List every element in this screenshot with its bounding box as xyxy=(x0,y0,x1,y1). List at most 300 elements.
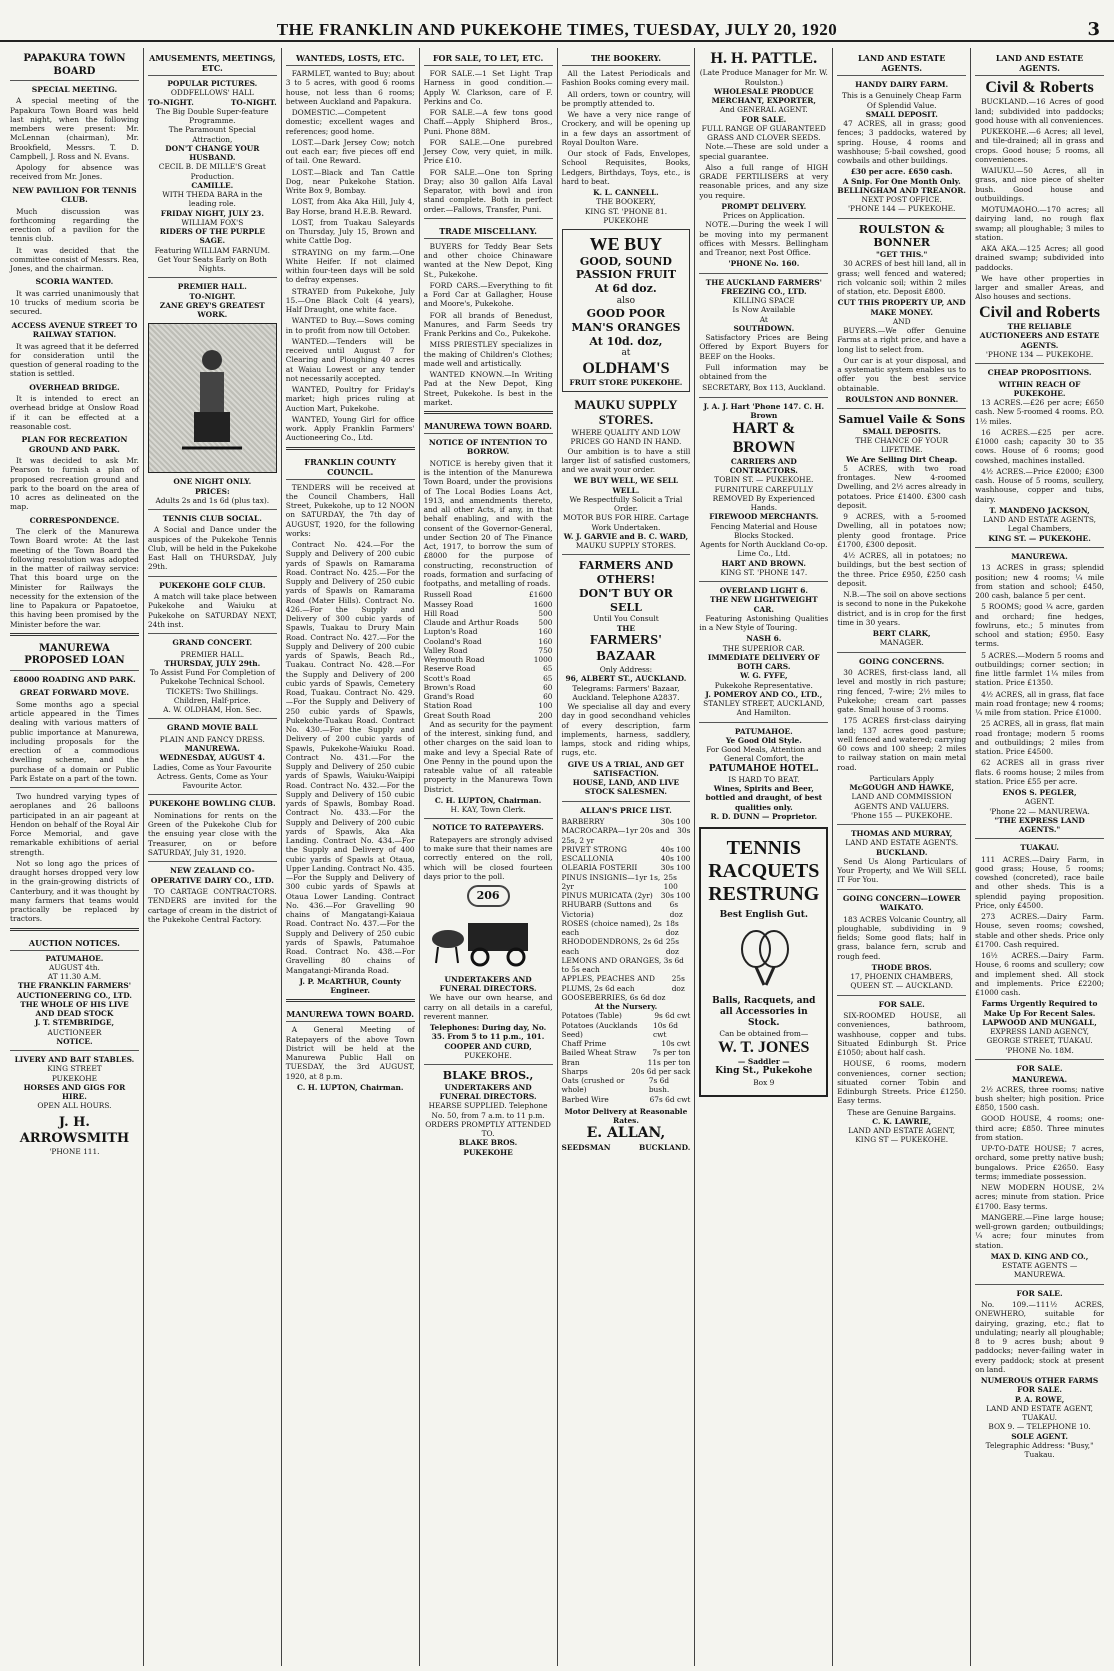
paragraph: No. 109.—111½ ACRES, ONEWHERO, suitable for dairying, grazing, etc.; flat to undulating; nearly all ploughable; 8 to 9 acres bush; about 9 paddocks; never-failing water in every paddock; stock at present on land. xyxy=(975,1300,1104,1374)
paragraph: Some months ago a special article appeared in the Times dealing with various matters of public importance at Manurewa, including proposals for the erection of a commodious dwelling scheme, and the purchase of a domain or Public Park Estate on a part of the town. xyxy=(10,699,139,783)
ad-line: KING ST. — PUKEKOHE. xyxy=(988,533,1091,543)
classified-ad: WANTED.—Tenders will be received until August 7 for Clearing and Ploughing 40 acres at Waiau Lowest or any tender not necessarily accepted. xyxy=(285,336,415,383)
advertiser-name: HART & BROWN xyxy=(732,420,796,456)
ad-headline: PATUMAHOE. xyxy=(734,726,793,736)
price-row-value: 40s 100 xyxy=(660,844,691,854)
price-row-value: 25s 100 xyxy=(663,872,678,891)
ad-store: FARMERS' BAZAAR xyxy=(589,632,662,665)
price-row-label: RHUBARB (Suttons and Victoria) xyxy=(561,900,652,919)
advertiser-line: MAUKU SUPPLY STORES. xyxy=(575,541,676,551)
ad-line: Until You Consult xyxy=(593,614,659,624)
ad-line: LAND AND ESTATE AGENTS, xyxy=(983,515,1096,525)
paragraph: 4½ ACRES.—Price £2000; £300 cash. House of 5 rooms, scullery, washhouse, copper and tubs, dairy. xyxy=(975,466,1104,504)
livery-heading: LIVERY AND BAIT STABLES. xyxy=(14,1055,135,1065)
price-row-label: Bran xyxy=(561,1057,580,1067)
ad-title: POPULAR PICTURES. xyxy=(167,79,258,88)
price-row-label: Bailed Wheat Straw xyxy=(561,1048,637,1058)
road-list xyxy=(424,590,553,720)
auctioneer-name: J. T. STEMBRIDGE, xyxy=(34,1018,115,1028)
paragraph: Not so long ago the prices of draught horses dropped very low in the grain-growing districts of Canterbury, and it was thought by many farmers that teams would practically be replaced by tractors. xyxy=(10,858,139,924)
price-row xyxy=(562,1067,691,1076)
subheading: £8000 ROADING AND PARK. xyxy=(13,674,136,684)
subheading: GOING CONCERNS. xyxy=(859,656,945,666)
paragraph: 47 ACRES, all in grass; good fences; 3 paddocks, watered by spring. House, 4 rooms and washhouse; 5-bail cowshed, good cowbails and other buildings. xyxy=(837,119,967,166)
ball-line: WEDNESDAY, AUGUST 4. xyxy=(159,753,265,763)
ad-line: We Respectfully Solicit a Trial Order. xyxy=(569,494,683,514)
paragraph: Note.—These are sold under a special guarantee. xyxy=(699,142,829,161)
classified-ad: FORD CARS.—Everything to fit a Ford Car at Gallagher, House and Moore's, Pukekohe. xyxy=(423,280,553,309)
road-row-label: Lupton's Road xyxy=(423,627,478,637)
divider xyxy=(148,576,277,577)
auction-lot: THE WHOLE OF HIS LIVE AND DEAD STOCK xyxy=(20,999,129,1019)
price-row-value: 30s xyxy=(677,826,691,836)
ad-line: KING ST — PUKEKOHE. xyxy=(855,1135,949,1145)
ad-line: FRUIT STORE PUKEKOHE. xyxy=(569,378,683,388)
ad-line: Box 9 xyxy=(753,1077,775,1087)
divider xyxy=(699,581,828,582)
divider xyxy=(699,397,828,398)
divider xyxy=(10,928,139,931)
price-row-label: ROSES (choice named), 2s each xyxy=(561,918,662,938)
price-row-value: 18s doz xyxy=(665,918,679,938)
ad-line: LAND AND ESTATE AGENT, xyxy=(848,1126,956,1136)
road-row-label: Scott's Road xyxy=(423,673,471,683)
subheading: TUAKAU. xyxy=(1020,843,1059,853)
ad-address: 96, ALBERT ST., AUCKLAND. xyxy=(565,674,687,684)
paragraph: 183 ACRES Volcanic Country, all ploughable, subdividing in 9 fields; Some good flats; half in grass, balance fern, scrub and rough feed. xyxy=(837,914,967,961)
article-heading: PAPAKURA TOWN BOARD xyxy=(10,50,139,81)
concert-line: PREMIER HALL. xyxy=(180,649,245,659)
paragraph: 62 ACRES all in grass river flats. 6 rooms house; 2 miles from station. Price £55 per acre. xyxy=(975,758,1104,786)
subheading: TENNIS CLUB SOCIAL. xyxy=(162,514,262,523)
ad-line: CUT THIS PROPERTY UP, AND MAKE MONEY. xyxy=(837,298,966,317)
divider xyxy=(975,1059,1104,1060)
advertiser-name: MAX D. KING AND CO., xyxy=(990,1251,1089,1261)
tennis-racquet-icon xyxy=(734,927,794,987)
newspaper-title: THE FRANKLIN AND PUKEKOHE TIMES, TUESDAY, JULY 20, 1920 xyxy=(276,20,838,39)
tonight-label: TO-NIGHT. xyxy=(189,291,236,301)
ad-line: ESTATE AGENTS — MANUREWA. xyxy=(1001,1261,1078,1280)
ad-line: CARRIERS AND CONTRACTORS. xyxy=(729,456,798,476)
road-row-label: Great South Road xyxy=(423,710,491,720)
subheading: MANUREWA. xyxy=(1011,551,1068,561)
price-row-label: BARBERRY xyxy=(561,817,605,827)
classified-ad: STRAYING on my farm.—One White Heifer. If not claimed within four-teen days will be sold to defray expenses. xyxy=(285,247,415,285)
paragraph: We have our own hearse, and carry on all details in a careful, reverent manner. xyxy=(423,993,553,1021)
livery-hours: OPEN ALL HOURS. xyxy=(37,1101,112,1111)
divider xyxy=(837,889,966,890)
price-row-label: PINUS INSIGNIS—1yr 1s, 2yr xyxy=(561,872,661,891)
ad-line: FURNITURE CAREFULLY REMOVED By Experienced Hands. xyxy=(712,484,815,513)
road-row-value: 750 xyxy=(538,645,553,655)
ad-line: MANUREWA. xyxy=(1012,1075,1068,1085)
ad-line: J. A. J. Hart 'Phone 147. C. H. Brown xyxy=(703,401,825,420)
ad-line: We Are Selling Dirt Cheap. xyxy=(846,454,958,464)
divider xyxy=(837,218,966,219)
tennis-ad xyxy=(699,827,828,1097)
venue: ODDFELLOWS' HALL xyxy=(170,88,254,98)
column-2 xyxy=(144,48,282,1666)
road-row-label: Grand's Road xyxy=(423,692,475,702)
price-row-label: OLEARIA FOSTERII xyxy=(561,863,638,873)
ad-line: Best English Gut. xyxy=(719,910,809,921)
ad-line: 'Phone 22 — MANUREWA. xyxy=(989,806,1090,816)
column-4 xyxy=(420,48,558,1666)
divider xyxy=(148,718,277,719)
ad-line: SECRETARY, Box 113, Auckland. xyxy=(702,383,826,393)
signature: H. KAY, Town Clerk. xyxy=(450,805,526,815)
ad-line: FULL RANGE OF GUARANTEED GRASS AND CLOVER SEEDS. xyxy=(701,123,826,143)
road-row-value: 60 xyxy=(543,682,553,692)
advertiser-line: KING ST. 'PHONE 81. PUKEKOHE xyxy=(584,206,668,225)
paragraph: Satisfactory Prices are Being Offered by Export Buyers for BEEF on the Hooks. xyxy=(699,333,829,361)
price-row-label: ESCALLONIA xyxy=(561,854,614,864)
ad-line: For Good Meals, Attention and General Comfort, the xyxy=(706,745,822,764)
paragraph: We have other properties in larger and smaller Areas, and Also houses and sections. xyxy=(975,273,1104,302)
price-row-value: 20s 6d per sack xyxy=(631,1066,691,1076)
advertiser-name: ENOS S. PEGLER, xyxy=(1002,788,1077,797)
ad-line: King St., Pukekohe xyxy=(715,1066,813,1077)
ad-line: HART AND BROWN. xyxy=(721,558,806,568)
price-row xyxy=(562,993,691,1002)
advertiser-name: J. H. ARROWSMITH xyxy=(19,1114,130,1146)
ad-headline: RESTRUNG xyxy=(708,883,820,906)
paragraph: It was agreed that it be deferred for consideration until the question of general roading to the station is settled. xyxy=(10,341,139,379)
divider xyxy=(975,1284,1104,1285)
ad-line: NUMEROUS OTHER FARMS FOR SALE. xyxy=(980,1376,1099,1395)
column-7 xyxy=(833,48,971,1666)
road-row xyxy=(424,664,553,673)
ad-line: MOTOR BUS FOR HIRE. Cartage Work Undertaken. xyxy=(563,513,689,532)
subheading: SCORIA WANTED. xyxy=(35,277,114,287)
paragraph: 9 ACRES, with a 5-roomed Dwelling, all in potatoes now; plenty good frontage. Price £1700, £300 deposit. xyxy=(837,512,967,549)
road-row-label: Station Road xyxy=(423,701,473,711)
advertiser-name: Samuel Vaile & Sons xyxy=(838,413,966,427)
section-heading: LAND AND ESTATE AGENTS. xyxy=(837,50,966,76)
rider-figure-icon xyxy=(172,338,252,458)
classified-ad: FOR all brands of Benedust, Manures, and Farm Seeds try Frank Perkins and Co., Pukekohe. xyxy=(423,310,553,338)
divider xyxy=(148,277,277,278)
notice-label: NOTICE. xyxy=(56,1036,93,1046)
price-row-value: 40s 100 xyxy=(660,854,691,864)
paragraph: It was decided that the committee consist of Messrs. Rea, Jones, and the chairman. xyxy=(10,245,139,274)
paragraph: Much discussion was forthcoming regarding the erection of a pavilion for the tennis club. xyxy=(10,206,139,244)
ad-line: 'PHONE 134 — PUKEKOHE. xyxy=(985,349,1094,359)
column-6 xyxy=(695,48,833,1666)
advertiser-name: ROULSTON & BONNER xyxy=(858,222,945,250)
ball-line: MANUREWA. xyxy=(184,744,240,754)
subheading: PUKEKOHE BOWLING CLUB. xyxy=(148,799,276,809)
hearse-icon xyxy=(428,913,548,969)
signature: C. H. LUPTON, Chairman. xyxy=(296,1082,404,1092)
ad-line: Fencing Material and House Blocks Stocked. xyxy=(710,521,818,540)
price-row-label: Barbed Wire xyxy=(561,1094,609,1104)
subheading: FOR SALE. xyxy=(878,999,925,1009)
classified-ad: WANTED, Young Girl for office work. Apply Franklin Farmers' Auctioneering Co., Ltd. xyxy=(285,414,415,443)
ad-line: Motor Delivery at Reasonable Rates. xyxy=(564,1106,688,1126)
price-row xyxy=(562,863,691,872)
price-row xyxy=(562,956,691,975)
paragraph: Our car is at your disposal, and a systematic system enables us to offer you the best service obtainable. xyxy=(837,355,967,393)
section-heading: FOR SALE, TO LET, ETC. xyxy=(424,50,553,66)
classified-ad: LOST.—Dark Jersey Cow; notch out each ear; five pieces off end of tail. One Reward. xyxy=(285,137,415,166)
contract-list: Contract No. 424.—For the Supply and Delivery of 200 cubic yards of Spawls on Ramarama Road. Contract No. 425.—For the Supply and Delivery of 250 cubic yards of Spawls on Ramarama Road (Mater Hills). Contract No. 426.—For the Supply and Delivery of 300 cubic yards of Spawls, Tuakau to Drury Main Road. Contract No. 427.—For the Supply and Delivery of 200 cubic yards of Spawls, Beach Rd., Tuakau. Contract No. 428.—For the Supply and Delivery of 200 cubic yards of Spawls, Cemetery Road, Tuakau. Contract No. 429.—For the Supply and Delivery of 250 cubic yards of Spawls, Pukekohe-Tuakau Road. Contract No. 430.—For the Supply and Delivery of 200 cubic yards of Spawls, Pukekohe-Waiuku Road. Contract No. 431.—For the Supply and Delivery of 250 cubic yards of Spawls, Waiuku-Waipipi Road. Contract No. 432.—For the Supply and Delivery of 150 cubic yards of Spawls, Bombay Road. Contract No. 433.—For the Supply and Delivery of 200 cubic yards of Spawls, Aka Aka Landing. Contract No. 434.—For the Supply and Delivery of 400 cubic yards of Spawls at Otaua, Upper Landing. Contract No. 435.—For the Supply and Delivery of 300 cubic yards of Spawls at Otaua Lower Landing. Contract No. 436.—For Gravelling 90 chains of Mangatangi-Kaiaua Road. Contract No. 437.—For the Supply and Delivery of 250 cubic yards of Spawls, Patumahoe Road. Contract No. 438.—For Gravelling 80 chains of Mangatangi-Miranda Road. xyxy=(285,540,415,975)
advertiser-name: W. T. JONES xyxy=(718,1038,810,1056)
price-row-value: 11s per ton xyxy=(647,1057,691,1067)
ad-line: £30 per acre. £650 cash. xyxy=(850,167,953,177)
price-row-label: Potatoes (Aucklands Seed) xyxy=(561,1020,638,1039)
ad-line: "THE EXPRESS LAND AGENTS." xyxy=(994,815,1085,834)
road-row xyxy=(424,711,553,720)
column-1 xyxy=(6,48,144,1666)
auctioneer-company: THE FRANKLIN FARMERS' AUCTIONEERING CO., LTD. xyxy=(16,981,132,1000)
fruit-ad xyxy=(562,229,691,392)
programme-line: The Big Double Super-feature Programme. xyxy=(156,106,269,125)
ad-line: Legal Chambers, xyxy=(1007,524,1072,534)
divider xyxy=(699,273,828,274)
road-row-label: Reserve Road xyxy=(423,664,476,674)
auction-location: PATUMAHOE. xyxy=(45,953,104,963)
ad-line: GEORGE STREET, TUAKAU. xyxy=(986,1036,1093,1046)
price-row-value: 7s 6d bush. xyxy=(648,1076,670,1095)
divider xyxy=(975,547,1104,548)
concert-line: To Assist Fund For Completion of Pukekohe Technical School. xyxy=(149,668,275,687)
ad-line: STANLEY STREET, AUCKLAND, And Hamilton. xyxy=(703,699,825,718)
ad-line: LAND AND ESTATE AGENTS. xyxy=(845,838,959,848)
ad-line: 'PHONE No. 18M. xyxy=(1005,1045,1074,1055)
handwritten-mark xyxy=(424,885,553,907)
paragraph: All orders, town or country, will be promptly attended to. xyxy=(561,89,691,108)
price-row-value: 7s per ton xyxy=(652,1048,691,1058)
price-row-label: GOOSEBERRIES, 6s 6d doz xyxy=(561,992,666,1002)
price-row-value: 10s 6d cwt xyxy=(653,1020,678,1039)
price-list xyxy=(562,817,691,1002)
ad-line: 'Phone 155 — PUKEKOHE. xyxy=(850,810,953,820)
ad-line: 17, PHOENIX CHAMBERS, xyxy=(850,972,953,982)
road-row-value: 65 xyxy=(543,673,553,683)
programme-line: WITH THEDA BARA in the leading role. xyxy=(162,190,263,209)
price-row xyxy=(562,873,691,892)
price-row xyxy=(562,1058,691,1067)
column-3 xyxy=(282,48,420,1666)
ad-line: PROMPT DELIVERY. xyxy=(721,201,807,211)
paragraph: SIX-ROOMED HOUSE, all conveniences, bathroom, washhouse, copper and tubs. Situated Edinburgh St. Price £1050; about half cash. xyxy=(837,1011,967,1058)
ad-line: Farms Urgently Required to Make Up For Recent Sales. xyxy=(981,999,1098,1018)
ad-line: QUEEN ST. — AUCKLAND. xyxy=(850,981,954,991)
subheading: NOTICE OF INTENTION TO BORROW. xyxy=(428,438,548,457)
section-heading: WANTEDS, LOSTS, ETC. xyxy=(286,50,415,66)
paragraph: 5 ACRES, with two road frontages. New 4-roomed Dwelling, and 2½ acres already in potatoes. Price £1400. £300 cash deposit. xyxy=(837,463,967,510)
divider xyxy=(10,1050,139,1051)
page-number: 3 xyxy=(1087,19,1100,40)
subheading: ALLAN'S PRICE LIST. xyxy=(580,805,672,815)
classified-ad: FOR SALE.—1 Set Light Trap Harness in good condition.—Apply W. Clarkson, care of F. Perkins and Co. xyxy=(423,69,553,106)
subheading: GRAND CONCERT. xyxy=(172,638,253,648)
ad-line: THE xyxy=(616,623,635,633)
ad-line: LAND AND COMMISSION AGENTS AND VALUERS. xyxy=(851,792,952,811)
price-row xyxy=(562,937,691,956)
paragraph: 5 ACRES.—Modern 5 rooms and outbuildings; corner section; in fine little farmlet 1¼ miles from station. Price £1350. xyxy=(975,650,1104,688)
ad-headline: MAUKU SUPPLY STORES. xyxy=(574,397,678,428)
road-row-value: 160 xyxy=(538,636,553,646)
ad-line: GOOD, SOUND PASSION FRUIT xyxy=(575,254,676,282)
advertiser-name: COOPER AND CURD, xyxy=(444,1041,532,1051)
advertiser-name: T. MANDENO JACKSON, xyxy=(989,505,1090,515)
ad-line: Particulars Apply xyxy=(869,773,934,783)
advertiser-name: Civil and Roberts xyxy=(979,303,1101,321)
ad-line: TUAKAU. xyxy=(1022,1413,1057,1423)
price-row-label: PRIVET STRONG xyxy=(561,844,627,854)
subheading: CHEAP PROPOSITIONS. xyxy=(987,368,1092,378)
paragraph: All the Latest Periodicals and Fashion Books coming every mail. xyxy=(561,69,691,88)
paragraph: 25 ACRES, all in grass, flat main road frontage; modern 5 rooms and outbuildings; 2 miles from station. Price £4500. xyxy=(975,719,1104,756)
price-row xyxy=(562,826,691,845)
price-row xyxy=(562,1021,691,1040)
divider xyxy=(424,218,553,219)
paragraph: UP-TO-DATE HOUSE; 7 acres, orchard, some pretty native bush; bungalows. Price £2650. Easy terms; immediate possession. xyxy=(975,1144,1104,1181)
advertiser-name: THODE BROS. xyxy=(871,962,932,972)
tonight-label: TO-NIGHT. xyxy=(147,97,194,107)
classified-ad: FARMLET, wanted to Buy; about 3 to 5 acres, with good 6 rooms house, not less than 6 rooms; between Auckland and Papakura. xyxy=(285,69,415,106)
ad-line: SMALL DEPOSITS. xyxy=(862,426,941,436)
paragraph: TENDERS will be received at the Council Chambers, Hall Street, Pukekohe, up to 12 NOON on SATURDAY, the 7th day of AUGUST, 1920, for the following works: xyxy=(285,482,415,538)
programme-line: The Paramount Special Attraction, xyxy=(168,125,256,144)
road-row xyxy=(424,609,553,618)
advertiser-town: PUKEKOHE xyxy=(463,1147,513,1157)
ad-line: Pukekohe Representative. xyxy=(714,680,813,690)
divider xyxy=(837,995,966,996)
paragraph: A match will take place between Pukekohe and Waiuku at Pukekohe on SATURDAY NEXT, 24th inst. xyxy=(147,592,277,629)
price-row xyxy=(562,845,691,854)
divider xyxy=(286,447,415,450)
paragraph: N.B.—The soil on above sections is second to none in the Pukekohe district, and is in crop for the first time in 30 years. xyxy=(837,590,967,627)
subheading: HANDY DAIRY FARM. xyxy=(855,80,949,89)
advertiser-name: Civil & Roberts xyxy=(985,79,1094,96)
paragraph: 30 ACRES of best hill land, all in grass; well fenced and watered; rich volcanic soil; within 2 miles of station, etc. Deposit £800. xyxy=(837,259,967,297)
ball-line: PLAIN AND FANCY DRESS. xyxy=(159,734,265,744)
film-title: RIDERS OF THE PURPLE SAGE. xyxy=(159,227,265,246)
price-row xyxy=(562,1011,691,1020)
ad-line: UNDERTAKERS AND FUNERAL DIRECTORS. xyxy=(439,1082,537,1102)
road-row-label: Brown's Road xyxy=(423,682,476,692)
paragraph: It was carried unanimously that 10 trucks of medium scoria be secured. xyxy=(10,288,139,317)
subheading: CORRESPONDENCE. xyxy=(29,515,120,525)
hearse-illustration xyxy=(424,911,553,971)
ad-line: Is Now Available xyxy=(732,305,796,315)
ad-line: AND xyxy=(892,316,911,326)
paragraph: Our stock of Fads, Envelopes, School Requisites, Books, Ledgers, Birthdays, Toys, etc., is hard to beat. xyxy=(561,149,691,186)
paragraph: 111 ACRES.—Dairy Farm, in good grass; House, 5 rooms; cowshed (concreted), race baile and other sheds. This is a splendid paying proposition. Price, only £4500. xyxy=(975,854,1104,910)
paragraph: The clerk of the Manurewa Town Board wrote: At the last meeting of the Town Board the following resolution was adopted in the matter of railway service: That this board urge on the Minister for Railways the necessity for the extension of the line to Papakura or Papatoetoe, this having been promised by the Minister before the war. xyxy=(10,527,139,629)
ad-line: This is a Genuinely Cheap Farm Of Splendid Value. xyxy=(841,91,962,110)
livery-street: KING STREET xyxy=(47,1064,102,1074)
date-line: FRIDAY NIGHT, JULY 23. xyxy=(160,208,264,218)
ad-line: Wines, Spirits and Beer, bottled and draught, of best qualities only. xyxy=(705,784,823,812)
section-heading: AMUSEMENTS, MEETINGS, ETC. xyxy=(148,50,277,76)
subheading: FOR SALE. xyxy=(1016,1288,1063,1298)
divider xyxy=(424,818,553,819)
subheading: GREAT FORWARD MOVE. xyxy=(19,688,130,698)
advertiser-name: C. K. LAWRIE, xyxy=(872,1116,932,1126)
price-row-label: Oats (crushed or whole) xyxy=(561,1076,625,1095)
programme-line: CECIL B. DE MILLE'S Great Production. xyxy=(158,162,266,181)
price-row xyxy=(562,1048,691,1057)
venue: PREMIER HALL. xyxy=(177,282,247,292)
price-row xyxy=(562,854,691,863)
ad-line: WITHIN REACH OF PUKEKOHE. xyxy=(998,379,1081,398)
divider xyxy=(975,838,1104,839)
advertiser-name: McGOUGH AND HAWKE, xyxy=(849,783,954,793)
film-title: ZANE GREY'S GREATEST WORK. xyxy=(159,300,265,319)
ball-line: Ladies, Come as Your Favourite Actress. Gents, Come as Your Favourite Actor. xyxy=(152,762,272,791)
ad-headline: RACQUETS xyxy=(708,860,820,883)
classified-ad: WANTED, Poultry for Friday's market; high prices ruling at Auction Mart, Pukekohe. xyxy=(285,385,415,413)
divider xyxy=(10,787,139,788)
subheading: OVERHEAD BRIDGE. xyxy=(29,382,120,392)
auctioneer-title: AUCTIONEER xyxy=(47,1027,102,1037)
road-row-label: Weymouth Road xyxy=(423,655,485,665)
subheading: At the Nursery. xyxy=(594,1002,658,1012)
advertiser-name: BERT CLARK, xyxy=(872,629,931,639)
ad-line: WHOLESALE PRODUCE MERCHANT, EXPORTER, xyxy=(711,86,816,106)
classified-ad: FOR SALE.—One ton Spring Dray; also 30 gallon Alfa Laval Separator, with bowl and iron stand complete. Both in perfect order.—Fallows, Transfer, Puni. xyxy=(423,167,553,214)
road-row-label: Valley Road xyxy=(423,645,468,655)
ad-line: And GENERAL AGENT. xyxy=(719,105,808,115)
price-row-value: 9s 6d cwt xyxy=(654,1011,691,1021)
paragraph: It was decided to ask Mr. Pearson to furnish a plan of proposed recreation ground and park to the board on the area of 10 acres as delineated on the map. xyxy=(10,456,139,512)
paragraph: We have a very nice range of Crockery, and will be opening up in a few days an assortment of Royal Doulton Ware. xyxy=(561,110,691,147)
subheading: PLAN FOR RECREATION GROUND AND PARK. xyxy=(21,435,128,454)
price-row xyxy=(562,919,691,938)
paragraph: BUYERS.—We offer Genuine Farms at a right price, and have a long list to select from. xyxy=(837,326,967,354)
road-row xyxy=(424,655,553,664)
ad-line: BUCKLAND. xyxy=(875,847,928,857)
subheading: ACCESS AVENUE STREET TO RAILWAY STATION. xyxy=(11,320,138,340)
paragraph: 13 ACRES.—£26 per acre; £650 cash. New 5-roomed 4 rooms. P.O. 1½ miles. xyxy=(975,398,1104,426)
road-row-value: 200 xyxy=(538,710,553,720)
price-row xyxy=(562,891,691,900)
ad-line: Can be obtained from— xyxy=(719,1029,809,1039)
ad-line: NASH 6. xyxy=(746,634,782,644)
paragraph: 175 ACRES first-class dairying land; 137 acres good pasture; well fenced and watered; carrying 60 cows and 100 sheep; 2 miles to railway station on main metal road. xyxy=(837,716,967,772)
road-row xyxy=(424,627,553,636)
price-row-label: APPLES, PEACHES AND PLUMS, 2s 6d each xyxy=(561,974,655,993)
prices-line: Adults 2s and 1s 6d (plus tax). xyxy=(155,495,270,505)
divider xyxy=(424,1064,553,1065)
ad-line: R. D. DUNN — Proprietor. xyxy=(710,811,818,821)
illustration-caption: ONE NIGHT ONLY. xyxy=(173,477,252,487)
price-row xyxy=(562,1076,691,1095)
paragraph: 273 ACRES.—Dairy Farm. House, seven rooms; cowshed, stable and other sheds. Price only £1700. Cash required. xyxy=(975,912,1104,949)
road-row-value: 160 xyxy=(538,627,553,637)
advertiser-line: THE BOOKERY, xyxy=(596,197,656,207)
divider xyxy=(975,363,1104,364)
price-row xyxy=(562,817,691,826)
road-row-value: 1000 xyxy=(533,655,553,665)
ad-line: KING ST. 'PHONE 147. xyxy=(720,567,808,577)
paragraph: BUCKLAND.—16 Acres of good land; subdivided into paddocks; good house with all conveniences. xyxy=(975,97,1104,125)
ad-line: LAND AND ESTATE AGENT, xyxy=(986,1403,1094,1413)
ad-line: GIVE US A TRIAL, AND GET SATISFACTION. xyxy=(567,759,685,778)
paragraph: 30 ACRES, first-class land, all level and mostly in rich pasture; ring fenced, 7-wire; 2½ miles to Pukekohe; cream cart passes gate. Small house of 3 rooms. xyxy=(837,668,967,715)
advertiser-name: BLAKE BROS. xyxy=(458,1138,518,1148)
divider xyxy=(148,861,277,862)
advertiser-name: THOMAS AND MURRAY, xyxy=(850,829,953,839)
classified-ad: LOST, from Aka Aka Hill, July 4, Bay Horse, brand H.E.B. Reward. xyxy=(285,197,415,216)
ad-line: NEXT POST OFFICE. xyxy=(861,195,942,205)
ad-line: HOUSE, LAND, AND LIVE STOCK SALESMEN. xyxy=(572,778,680,797)
advertiser-phone: 'PHONE 111. xyxy=(49,1147,100,1157)
